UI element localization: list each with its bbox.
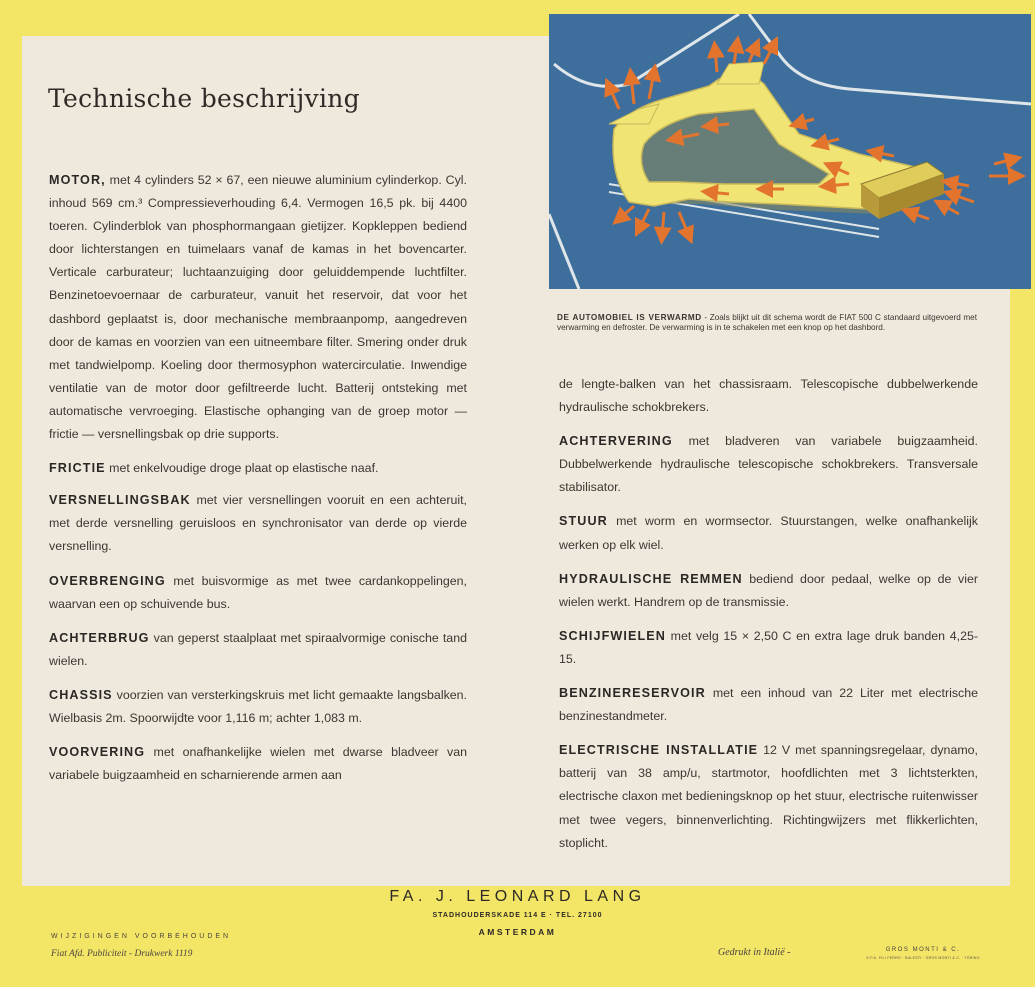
spec-column-left (49, 169, 467, 798)
dealer-city: AMSTERDAM (478, 927, 557, 937)
spec-term: ACHTERBRUG (49, 630, 150, 645)
spec-text: met onafhankelijke wielen met dwarse bladveer van variabele buigzaamheid en scharnierende armen aan (49, 745, 467, 783)
page-title: Technische beschrijving (48, 84, 360, 113)
spec-voorvering-cont (559, 373, 978, 419)
spec-versnellingsbak (49, 489, 467, 558)
spec-text: met enkelvoudige droge plaat op elastische naaf. (105, 461, 379, 476)
spec-text: met buisvormige as met twee cardankoppelingen, waarvan een op schuivende bus. (49, 573, 467, 611)
printer-name: GROS MONTI & C. (885, 947, 961, 953)
spec-frictie (49, 457, 467, 480)
spec-voorvering (49, 741, 467, 787)
dealer-address: STADHOUDERSKADE 114 E · TEL. 27100 (432, 912, 603, 919)
spec-term: SCHIJFWIELEN (559, 628, 666, 643)
printer-details: S.P.A. FILI FERRO · BALESTI · GROS MONTI & C. · TORINO (866, 956, 980, 960)
spec-achtervering (559, 430, 978, 499)
spec-text: bediend door pedaal, welke op de vier wielen werkt. Handrem op de transmissie. (559, 571, 978, 609)
spec-text: met velg 15 × 2,50 C en extra lage druk banden 4,25-15. (559, 628, 978, 666)
spec-text: met worm en wormsector. Stuurstangen, welke onafhankelijk werken op elk wiel. (559, 514, 978, 552)
spec-term: ACHTERVERING (559, 434, 673, 449)
caption-term: DE AUTOMOBIEL IS VERWARMD (557, 313, 702, 322)
spec-text: voorzien van versterkingskruis met licht gemaakte langsbalken. Wielbasis 2m. Spoorwijdte voor 1,116 m; achter 1,083 m. (49, 687, 467, 725)
spec-benzinereservoir (559, 682, 978, 728)
spec-term: STUUR (559, 514, 608, 529)
spec-text: met een inhoud van 22 Liter met electrische benzinestandmeter. (559, 686, 978, 724)
spec-term: OVERBRENGING (49, 573, 166, 588)
dealer-name: FA. J. LEONARD LANG (389, 888, 646, 905)
spec-remmen (559, 568, 978, 614)
spec-term: CHASSIS (49, 687, 113, 702)
spec-term: ELECTRISCHE INSTALLATIE (559, 743, 759, 758)
spec-chassis (49, 684, 467, 730)
spec-term: BENZINERESERVOIR (559, 686, 706, 701)
caption-text: - Zoals blijkt uit dit schema wordt de FIAT 500 C standaard uitgevoerd met verwarming en defroster. De verwarming is in te schakelen met een knop op het dashbord. (557, 313, 978, 332)
spec-term: VERSNELLINGSBAK (49, 493, 191, 508)
spec-text: de lengte-balken van het chassisraam. Telescopische dubbelwerkende hydraulische schokbrekers. (559, 377, 978, 415)
car-heating-diagram-icon (549, 14, 1031, 289)
spec-text: met 4 cylinders 52 × 67, een nieuwe aluminium cylinderkop. Cyl. inhoud 569 cm.³ Compressieverhouding 6,4. Vermogen 16,5 pk. bij 4400 toeren. Cylinderblok van phosphormangaan gietijzer. Kopkleppen bediend door lichterstangen en tuimelaars vanaf de kamas in het bovencarter. Verticale carburateur; luchtaanzuiging door geluiddempende luchtfilter. Benzinetoevoernaar de carburateur, vanuit het reservoir, dat voor het dashbord geplaatst is, door mechanische membraanpomp, aangedreven door de kamas en voorzien van een uitneembare filter. Smering onder druk met tandwielpomp. Koeling door thermosyphon watercirculatie. Inwendige ventilatie van de motor door gefiltreerde lucht. Batterij ontsteking met automatische vervroeging. Elastische ophanging van de groep motor — frictie — versnellingsbak op drie supports. (49, 173, 467, 442)
printed-in-note: Gedrukt in Italië - (718, 947, 791, 958)
spec-motor (49, 169, 467, 446)
spec-term: HYDRAULISCHE REMMEN (559, 571, 743, 586)
spec-stuur (559, 510, 978, 556)
spec-schijfwielen (559, 625, 978, 671)
spec-term: MOTOR, (49, 173, 106, 187)
changes-reserved-note: WIJZIGINGEN VOORBEHOUDEN (51, 933, 232, 940)
car-heating-diagram (549, 14, 1031, 289)
illustration-caption (557, 313, 977, 333)
spec-overbrenging (49, 570, 467, 616)
spec-term: FRICTIE (49, 461, 106, 476)
spec-text: van geperst staalplaat met spiraalvormige conische tand wielen. (49, 630, 467, 668)
spec-electrische-installatie (559, 739, 978, 854)
spec-text: met vier versnellingen vooruit en een achteruit, met derde versnelling geruisloos en synchronisator van derde op vierde versnelling. (49, 493, 467, 554)
spec-column-right (559, 373, 978, 866)
spec-text: met bladveren van variabele buigzaamheid. Dubbelwerkende hydraulische telescopische schokbrekers. Transversale stabilisator. (559, 434, 978, 495)
spec-achterbrug (49, 627, 467, 673)
spec-term: VOORVERING (49, 745, 146, 760)
spec-text: 12 V met spanningsregelaar, dynamo, batterij van 38 amp/u, startmotor, hoofdlichten met 3 lichtsterkten, electrische claxon met bedieningsknop op het stuur, electrische ruitenwisser met twee vegers, binnenverlichting. Richtingwijzers met flikkerlichten, stoplicht. (559, 743, 978, 850)
print-reference: Fiat Afd. Publiciteit - Drukwerk 1119 (51, 949, 193, 959)
